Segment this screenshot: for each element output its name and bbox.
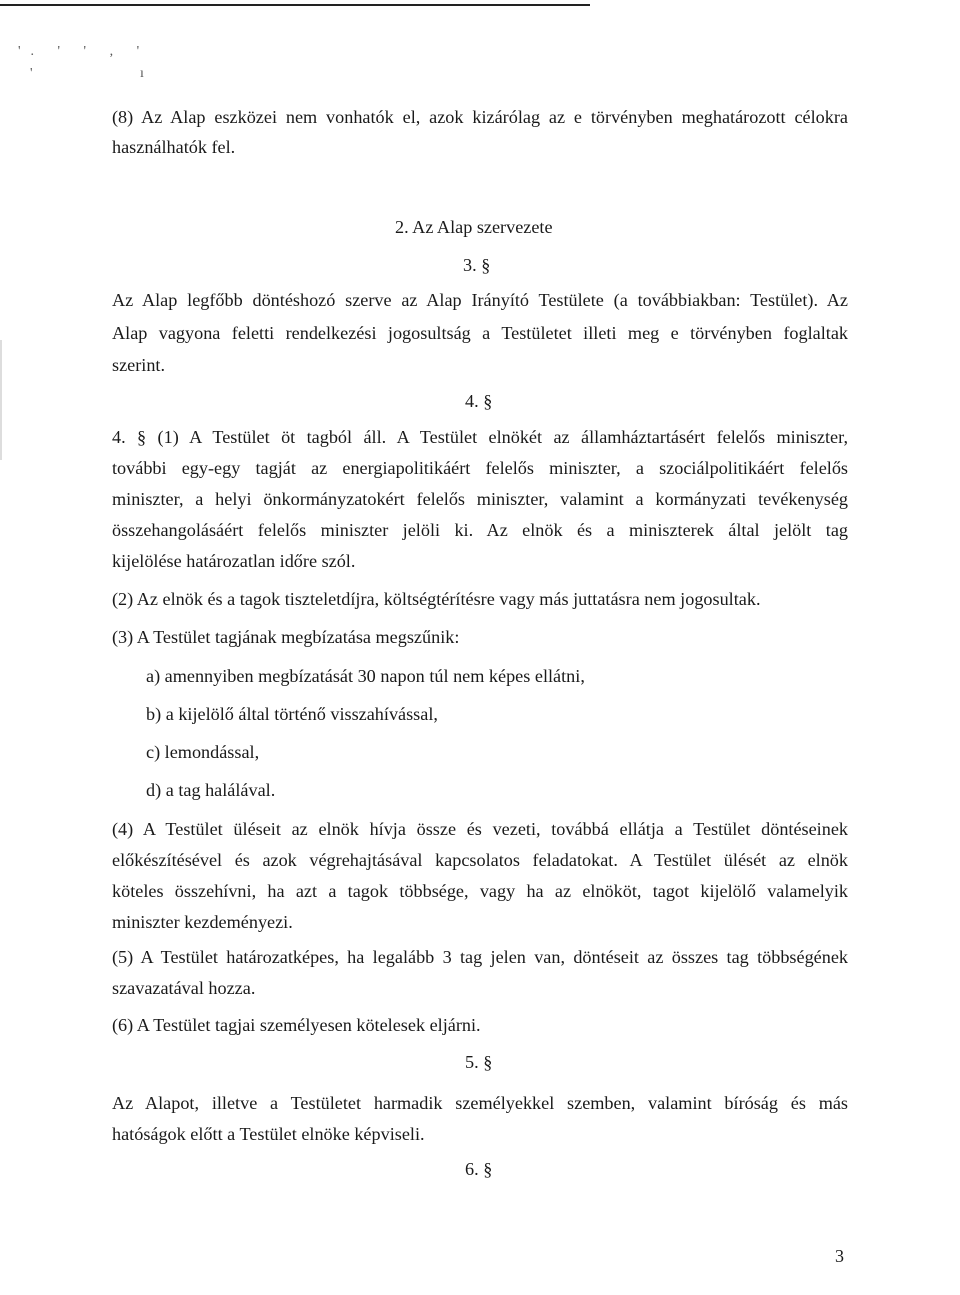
section-4-p1-line-3: miniszter, a helyi önkormányzatokért felelős miniszter, valamint a kormányzati tevékenység (112, 489, 848, 509)
para-8-line-2: használhatók fel. (112, 137, 236, 157)
list-item-b: b) a kijelölő által történő visszahívással, (146, 704, 438, 724)
list-item-c: c) lemondással, (146, 742, 260, 762)
section-5-line-1: Az Alapot, illetve a Testületet harmadik személyekkel szemben, valamint bíróság és más (112, 1093, 848, 1113)
section-4-p4-line-2: előkészítésével és azok végrehajtásával kapcsolatos feladatokat. A Testület ülését az elnök (112, 850, 848, 870)
section-4-p1-line-1: 4. § (1) A Testület öt tagból áll. A Testület elnökét az államháztartásért felelős miniszter, (112, 427, 848, 447)
top-rule (0, 4, 590, 6)
page-number: 3 (835, 1246, 844, 1266)
section-5-line-2: hatóságok előtt a Testület elnöke képviseli. (112, 1124, 425, 1144)
section-4-p6: (6) A Testület tagjai személyesen kötelesek eljárni. (112, 1015, 481, 1035)
section-3-line-1: Az Alap legfőbb döntéshozó szerve az Alap Irányító Testülete (a továbbiakban: Testület). Az (112, 290, 848, 310)
section-4-p5-line-2: szavazatával hozza. (112, 978, 256, 998)
chapter-heading: 2. Az Alap szervezete (395, 217, 553, 237)
section-4-p5-line-1: (5) A Testület határozatképes, ha legalább 3 tag jelen van, döntéseit az összes tag többségének (112, 947, 848, 967)
scan-specks: ' ı (30, 66, 196, 81)
section-3-line-3: szerint. (112, 355, 166, 375)
section-4-p3-intro: (3) A Testület tagjának megbízatása megszűnik: (112, 627, 460, 647)
list-item-d: d) a tag halálával. (146, 780, 276, 800)
section-4-p1-line-4: összehangolásáért felelős miniszter jelöli ki. Az elnök és a miniszterek által jelölt tag (112, 520, 848, 540)
section-3-line-2: Alap vagyona feletti rendelkezési jogosultság a Testületet illeti meg e törvényben foglaltak (112, 323, 848, 343)
section-5-heading: 5. § (465, 1052, 493, 1072)
section-4-p1-line-2: további egy-egy tagját az energiapolitikáért felelős miniszter, a szociálpolitikáért felelős (112, 458, 848, 478)
section-4-p1-line-5: kijelölése határozatlan időre szól. (112, 551, 356, 571)
section-4-p2: (2) Az elnök és a tagok tiszteletdíjra, költségtérítésre vagy más juttatásra nem jogosultak. (112, 589, 761, 609)
section-4-p4-line-3: köteles összehívni, ha azt a tagok többsége, vagy ha az elnököt, tagot kijelölő valamelyik (112, 881, 848, 901)
list-item-a: a) amennyiben megbízatását 30 napon túl nem képes ellátni, (146, 666, 585, 686)
section-3-heading: 3. § (463, 255, 491, 275)
scan-edge-mark (0, 340, 2, 460)
section-4-p4-line-4: miniszter kezdeményezi. (112, 912, 293, 932)
para-8-line-1: (8) Az Alap eszközei nem vonhatók el, azok kizárólag az e törvényben meghatározott célokra (112, 107, 848, 127)
scan-specks: '. ' ' , ' (18, 44, 150, 59)
section-4-p4-line-1: (4) A Testület üléseit az elnök hívja össze és vezeti, továbbá ellátja a Testület döntéseinek (112, 819, 848, 839)
section-4-heading: 4. § (465, 391, 493, 411)
section-6-heading: 6. § (465, 1159, 493, 1179)
